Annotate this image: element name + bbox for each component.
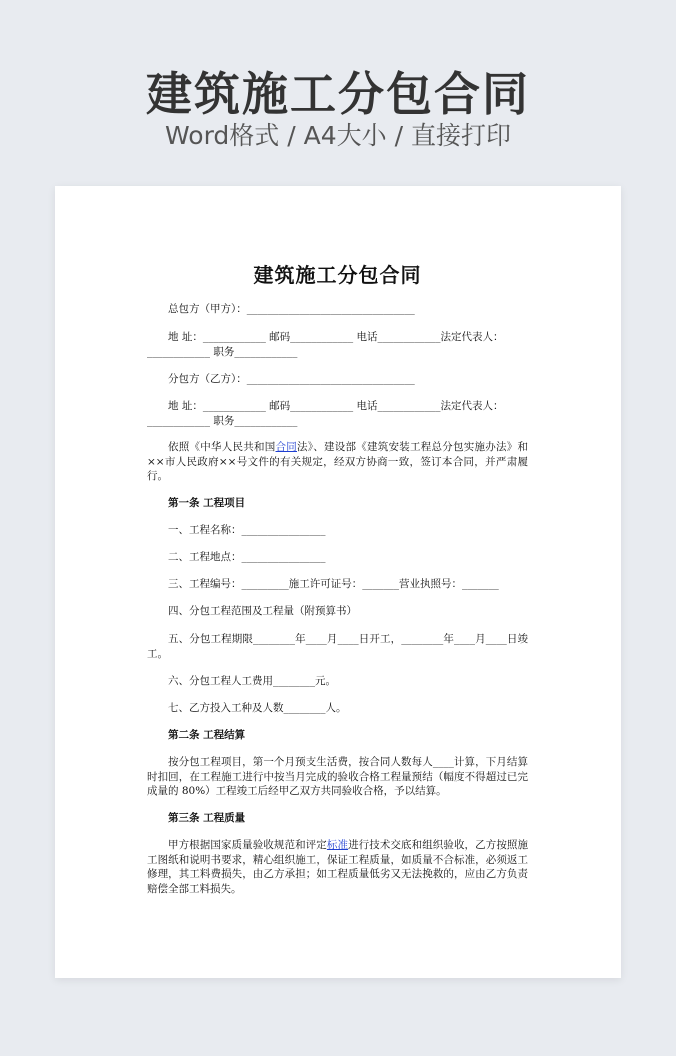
banner-title: 建筑施工分包合同	[146, 67, 530, 121]
article1-item-cost: 六、分包工程人工费用________元。	[168, 675, 336, 687]
article1-item-name: 一、工程名称：________________	[168, 524, 326, 536]
article1-item-scope: 四、分包工程范围及工程量（附预算书）	[168, 605, 357, 617]
party-a-address: 地 址：____________ 邮码____________ 电话____________法定代表人：	[168, 331, 504, 343]
document-page	[55, 186, 621, 978]
article3-text-part2: 进行技术交底和组织验收，乙方按照施工图纸和说明书要求，精心组织施工，保证工程质量，如质量不合标准，必须返工修理，其工料费损失，由乙方承担；如工程质量低劣又无法挽救的，应由乙方负责赔偿全部工料损失。	[147, 839, 529, 895]
article2-body: 按分包工程项目，第一个月预支生活费，按合同人数每人____计算，下月结算时扣回，在工程施工进行中按当月完成的验收合格工程量预结（幅度不得超过已完成量的 80%）工程竣工后经甲乙双方共同验收合格，予以结算。	[147, 756, 528, 797]
article1-item-number: 三、工程编号：_________施工许可证号：_______营业执照号：_______	[168, 578, 499, 590]
article3-text-part1: 甲方根据国家质量验收规范和评定	[168, 839, 327, 851]
article1-item-location: 二、工程地点：________________	[168, 551, 326, 563]
intro-paragraph	[147, 440, 528, 484]
intro-text-part2: 法》、建设部《建筑安装工程总分包实施办法》和××市人民政府××号文件的有关规定，经双方协商一致，签订本合同，并严肃履行。	[147, 441, 528, 482]
document-title: 建筑施工分包合同	[253, 263, 422, 287]
article1-item-workers: 七、乙方投入工种及人数________人。	[168, 702, 347, 714]
contract-law-link[interactable]: 合同	[275, 441, 297, 453]
party-a-position: ____________ 职务____________	[147, 346, 298, 358]
article2-heading: 第二条 工程结算	[168, 729, 246, 741]
standard-link[interactable]: 标准	[326, 839, 349, 851]
article3-heading: 第三条 工程质量	[168, 812, 246, 824]
party-b-address: 地 址：____________ 邮码____________ 电话____________法定代表人：	[168, 400, 504, 412]
banner	[0, 0, 676, 180]
party-a-label: 总包方（甲方）：________________________________	[168, 303, 415, 315]
party-b-position: ____________ 职务____________	[147, 415, 298, 427]
banner-subtitle: Word格式 / A4大小 / 直接打印	[165, 121, 511, 150]
article3-body	[147, 838, 528, 896]
party-b-label: 分包方（乙方）：________________________________	[168, 373, 415, 385]
article1-heading: 第一条 工程项目	[168, 497, 246, 509]
article1-item-period: 五、分包工程期限________年____月____日开工，________年____月____日竣工。	[147, 633, 528, 660]
intro-text-part1: 依照《中华人民共和国	[168, 441, 276, 453]
